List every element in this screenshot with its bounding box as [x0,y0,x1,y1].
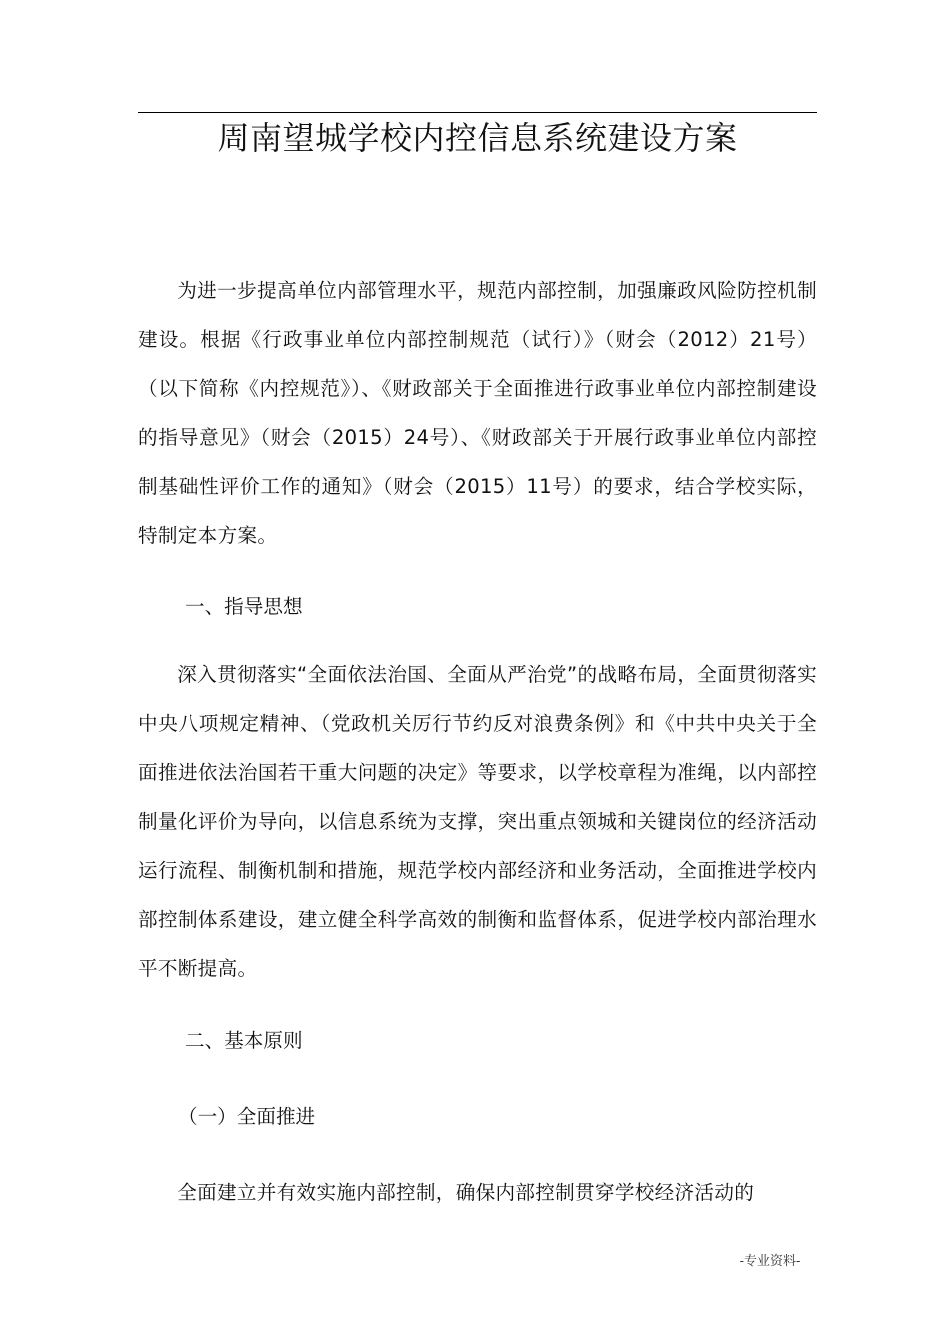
document-title: 周南望城学校内控信息系统建设方案 [217,119,738,157]
intro-paragraph: 为进一步提高单位内部管理水平，规范内部控制，加强廉政风险防控机制建设。根据《行政事业单位内部控制规范（试行）》（财会（2012）21号）（以下简称《内控规范》）、《财政部关于全面推进行政事业单位内部控制建设的指导意见》（财会（2015）24号）、《财政部关于开展行政事业单位内部控制基础性评价工作的通知》（财会（2015）11号）的要求，结合学校实际，特制定本方案。 [138,279,817,547]
comprehensive-paragraph: 全面建立并有效实施内部控制，确保内部控制贯穿学校经济活动的 [177,1181,755,1204]
subsection-heading-comprehensive: （一）全面推进 [178,1105,316,1128]
page-footer: -专业资料- [739,1254,801,1269]
section-heading-guiding-ideology: 一、指导思想 [185,595,303,618]
header-rule [138,112,817,113]
guiding-ideology-paragraph: 深入贯彻落实“全面依法治国、全面从严治党”的战略布局，全面贯彻落实中央八项规定精神、（党政机关厉行节约反对浪费条例》和《中共中央关于全面推进依法治国若干重大问题的决定》等要求，以学校章程为准绳，以内部控制量化评价为导向，以信息系统为支撑，突出重点领城和关键岗位的经济活动运行流程、制衡机制和措施，规范学校内部经济和业务活动，全面推进学校内部控制体系建设，建立健全科学高效的制衡和监督体系，促进学校内部治理水平不断提高。 [138,663,817,980]
section-heading-basic-principles: 二、基本原则 [185,1029,303,1052]
